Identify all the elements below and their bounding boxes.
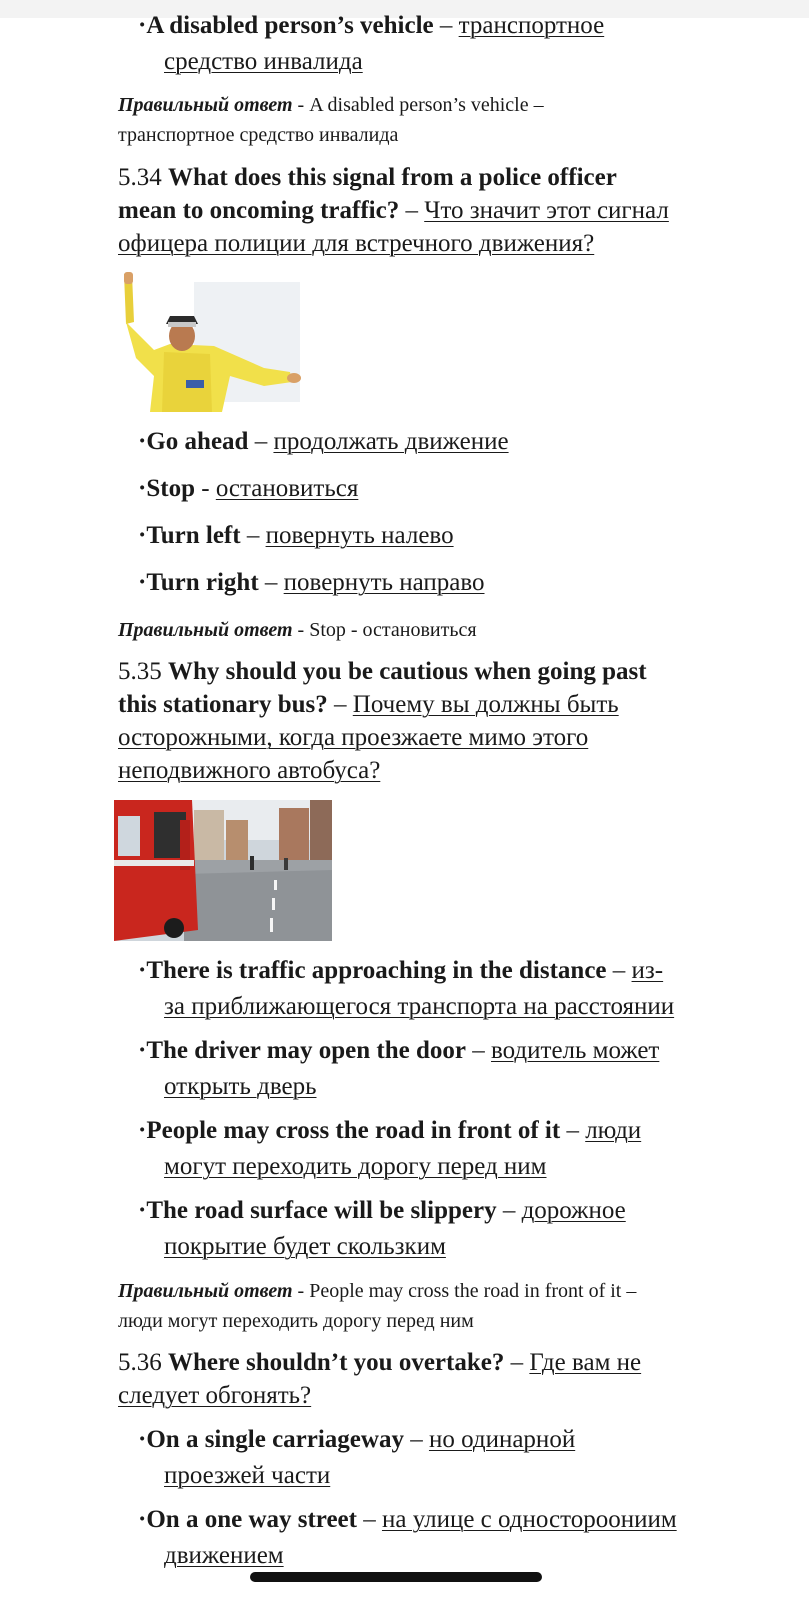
police-officer-image bbox=[114, 272, 302, 412]
option-turn-right: ·Turn right – повернуть направо bbox=[138, 569, 485, 596]
answer-5-34: Правильный ответ - Stop - остановиться bbox=[118, 619, 477, 641]
answer-5-35: Правильный ответ - People may cross the road in front of it – люди могут переходить дорогу перед ним bbox=[118, 1280, 637, 1332]
option-traffic-approaching: ·There is traffic approaching in the distance – из- за приближающегося транспорта на расстоянии bbox=[138, 957, 675, 1020]
answer-prev: Правильный ответ - A disabled person’s vehicle – транспортное средство инвалида bbox=[118, 94, 544, 146]
option-stop: ·Stop - остановиться bbox=[138, 475, 359, 502]
option-road-slippery: ·The road surface will be slippery – дорожное покрытие будет скользким bbox=[138, 1197, 626, 1260]
question-5-36: 5.36 Where shouldn’t you overtake? – Где вам не следует обгонять? bbox=[118, 1349, 642, 1409]
question-5-35: 5.35 Why should you be cautious when going past this stationary bus? – Почему вы должны быть осторожными, когда проезжаете мимо этого неподвижного автобуса? bbox=[118, 658, 647, 784]
question-5-34: 5.34 What does this signal from a police officer mean to oncoming traffic? – Что значит этот сигнал офицера полиции для встречного движения? bbox=[118, 164, 669, 257]
option-single-carriageway: ·On a single carriageway – но одинарной проезжей части bbox=[138, 1426, 576, 1489]
option-driver-open-door: ·The driver may open the door – водитель может открыть дверь bbox=[138, 1037, 660, 1100]
stationary-bus-image bbox=[114, 800, 332, 941]
option-turn-left: ·Turn left – повернуть налево bbox=[138, 522, 454, 549]
option-one-way-street: ·On a one way street – на улице с одностороониим движением bbox=[138, 1506, 677, 1569]
option-people-cross: ·People may cross the road in front of it – люди могут переходить дорогу перед ним bbox=[138, 1117, 642, 1180]
option-go-ahead: ·Go ahead – продолжать движение bbox=[138, 428, 509, 455]
option-disabled-vehicle: ·A disabled person’s vehicle – транспортное средство инвалида bbox=[138, 12, 605, 75]
home-indicator[interactable] bbox=[250, 1572, 542, 1582]
